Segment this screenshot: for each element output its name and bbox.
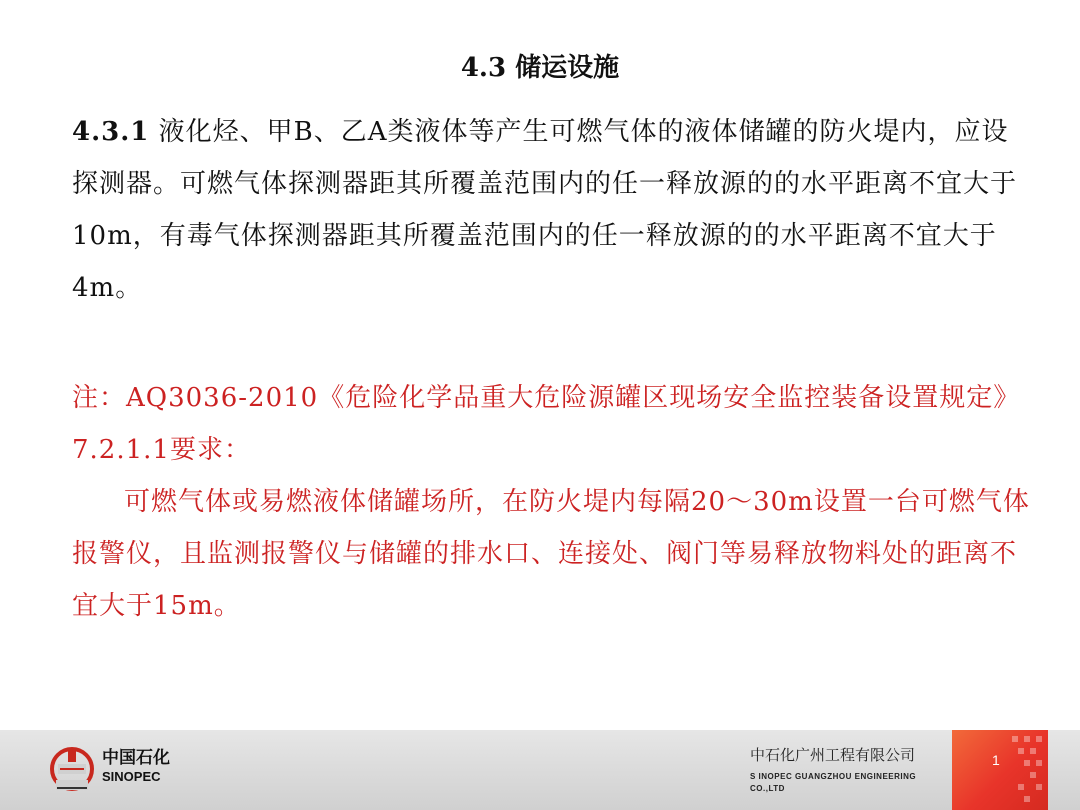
slide-footer <box>0 730 1080 810</box>
page-number: 1 <box>992 752 1000 768</box>
clause-paragraph <box>72 106 1032 314</box>
logo-english-name: SINOPEC <box>102 769 161 784</box>
note-intro: 注：AQ3036-2010《危险化学品重大危险源罐区现场安全监控装备设置规定》7.2.1.1要求： <box>72 383 1021 465</box>
logo-chinese-name: 中国石化 <box>102 748 170 768</box>
clause-number: 4.3.1 <box>72 117 150 147</box>
note-block <box>72 372 1032 632</box>
company-name-english: S INOPEC GUANGZHOU ENGINEERING CO.,LTD <box>750 772 917 793</box>
page-number-box <box>952 730 1048 810</box>
slide-title: 4.3 储运设施 <box>460 53 620 83</box>
company-name-chinese: 中石化广州工程有限公司 <box>750 746 916 764</box>
sinopec-logo-icon <box>48 740 96 798</box>
note-body: 可燃气体或易燃液体储罐场所，在防火堤内每隔20～30m设置一台可燃气体报警仪，且监测报警仪与储罐的排水口、连接处、阀门等易释放物料处的距离不宜大于15m。 <box>72 487 1030 621</box>
decorative-pattern-icon <box>952 730 1048 810</box>
clause-text: 液化烃、甲B、乙A类液体等产生可燃气体的液体储罐的防火堤内，应设探测器。可燃气体探测器距其所覆盖范围内的任一释放源的的水平距离不宜大于10m，有毒气体探测器距其所覆盖范围内的任一释放源的的水平距离不宜大于4m。 <box>72 117 1018 303</box>
